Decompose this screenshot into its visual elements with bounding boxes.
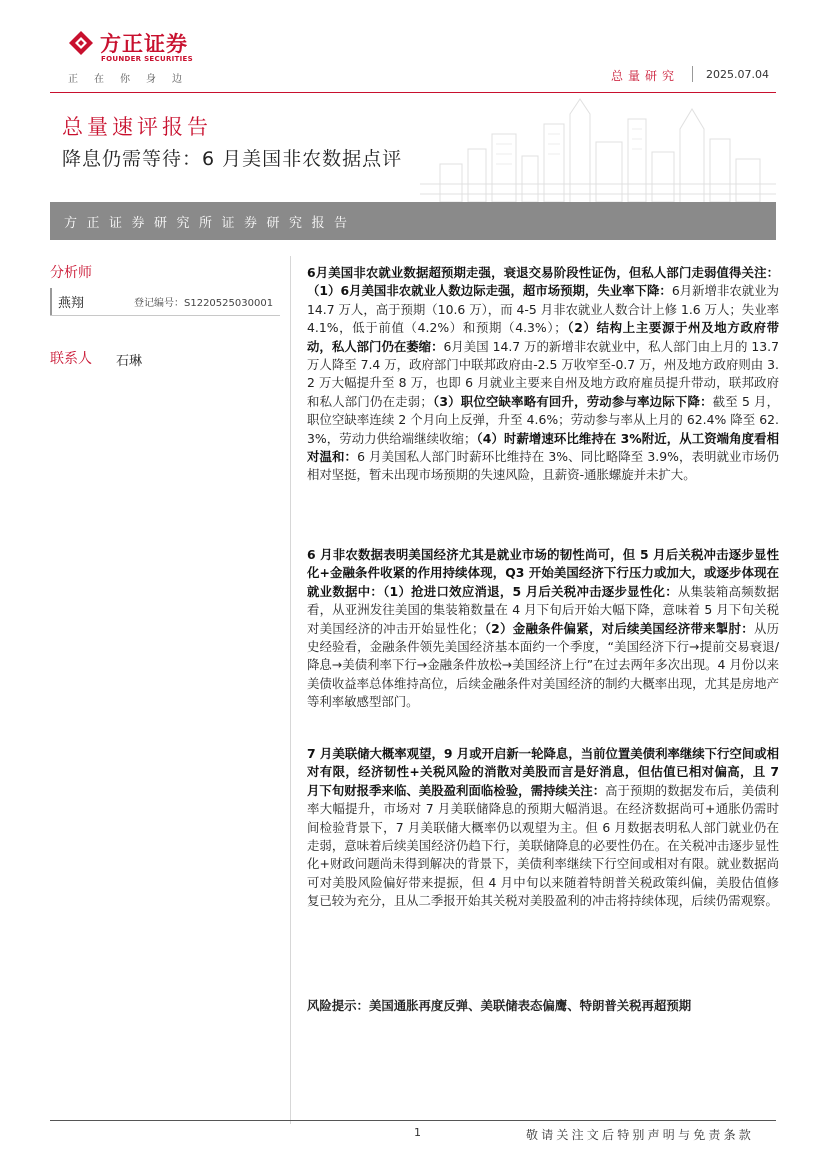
p2-seg-1: 从集装箱高频数据看，从亚洲发往美国的集装箱数量在 4 月下旬后开始大幅下降，意味着 5 月下旬关税对美国经济的冲击开始显性化； — [307, 583, 780, 636]
city-skyline-illustration — [420, 94, 776, 202]
footer-disclaimer: 敬请关注文后特别声明与免责条款 — [526, 1128, 755, 1142]
logo-text-en: FOUNDER SECURITIES — [101, 55, 193, 63]
header-date: 2025.07.04 — [706, 68, 769, 81]
p1-seg-5: 截至 5 月，职位空缺率连续 2 个月向上反弹，升至 4.6%；劳动参与率从上月的 62.4% 降至 62.3%，劳动力供给端继续收缩； — [307, 393, 780, 446]
p1-seg-7: 6 月美国私人部门时薪环比维持在 3%、同比略降至 3.9%，表明就业市场仍相对坚挺，暂未出现市场预期的失速风险，且薪资-通胀螺旋并未扩大。 — [307, 449, 780, 483]
analyst-card-bar — [50, 288, 52, 315]
analyst-label: 分析师 — [50, 265, 92, 281]
p3-seg-0: 7 月美联储大概率观望，9 月或开启新一轮降息，当前位置美债利率继续下行空间或相对有限，经济韧性+关税风险的消散对美股而言是好消息，但估值已相对偏高，且 7 月下旬财报季来临、美股盈利面临检验，需持续关注： — [307, 746, 779, 798]
founder-logo-icon — [68, 30, 94, 56]
p2-seg-0: 6 月非农数据表明美国经济尤其是就业市场的韧性尚可，但 5 月后关税冲击逐步显性化+金融条件收紧的作用持续体现，Q3 开始美国经济下行压力或加大，或逐步体现在就业数据中：（1）抢进口效应消退，5 月后关税冲击逐步显性化： — [307, 547, 779, 599]
header-category: 总量研究 — [611, 69, 680, 83]
banner-text: 方正证券研究所证券研究报告 — [64, 216, 357, 231]
summary-paragraph-3 — [307, 745, 779, 911]
p1-seg-2: （2）结构上主要源于州及地方政府带动，私人部门仍在萎缩： — [307, 320, 779, 354]
contact-label: 联系人 — [50, 351, 92, 367]
column-divider — [290, 256, 291, 1124]
analyst-registration: 登记编号：S1220525030001 — [134, 298, 274, 309]
header-divider — [50, 92, 776, 93]
p2-seg-2: （2）金融条件偏紧，对后续美国经济带来掣肘： — [484, 620, 754, 636]
risk-warning: 风险提示：美国通胀再度反弹、美联储表态偏鹰、特朗普关税再超预期 — [307, 998, 692, 1013]
logo-text-cn: 方正证券 — [100, 32, 188, 56]
p1-seg-0: 6月美国非农就业数据超预期走强，衰退交易阶段性证伪，但私人部门走弱值得关注：（1）6月美国非农就业人数边际走强，超市场预期，失业率下降： — [307, 265, 779, 299]
report-title: 降息仍需等待：6 月美国非农数据点评 — [62, 148, 403, 170]
contact-name: 石琳 — [116, 354, 143, 369]
summary-paragraph-2 — [307, 546, 779, 712]
p2-seg-3: 从历史经验看，金融条件领先美国经济基本面约一个季度，“美国经济下行→提前交易衰退/降息→美债利率下行→金融条件放松→美国经济上行”在过去两年多次出现。4 月份以来美债收益率总体维持高位，后续金融条件对美国经济的制约大概率出现，尤其是房地产等利率敏感型部门。 — [307, 620, 780, 710]
p1-seg-1: 6月新增非农就业为 14.7 万人，高于预期（10.6 万），而 4-5 月非农就业人数合计上修 1.6 万人；失业率 4.1%，低于前值（4.2%）和预期（4.3%）； — [307, 283, 779, 336]
summary-paragraph-1 — [307, 264, 779, 485]
p1-seg-3: 6月美国 14.7 万的新增非农就业中，私人部门由上月的 13.7 万人降至 7.4 万，政府部门中联邦政府由-2.5 万收窄至-0.7 万，州及地方政府则由 3.2 万大幅提升至 8 万，也即 6 月就业主要来自州及地方政府雇员提升带动，联邦政府和私人部门仍在走弱； — [307, 338, 779, 409]
p1-seg-6: （4）时薪增速环比维持在 3%附近，从工资端角度看相对温和： — [307, 430, 779, 465]
slogan: 正在你身边 — [68, 74, 198, 85]
p1-seg-4: （3）职位空缺率略有回升，劳动参与率边际下降： — [432, 393, 713, 409]
report-type: 总量速评报告 — [62, 115, 212, 139]
footer-divider — [50, 1120, 776, 1121]
page-number: 1 — [414, 1126, 421, 1139]
header-separator — [692, 66, 693, 82]
analyst-name: 燕翔 — [58, 296, 85, 311]
p3-seg-1: 高于预期的数据发布后，美债利率大幅提升，市场对 7 月美联储降息的预期大幅消退。在经济数据尚可+通胀仍需时间检验背景下，7 月美联储大概率仍以观望为主。但 6 月数据表明私人部门就业仍在走弱，意味着后续美国经济仍趋下行，美联储降息的必要性仍在。在关税冲击逐步显性化+财政问题尚未得到解决的背景下，美债利率继续下行空间或相对有限。就业数据尚可对美股风险偏好带来提振，但 4 月中旬以来随着特朗普关税政策纠偏，美股估值修复已较为充分，且从二季报开始其关税对美股盈利的冲击将持续体现，后续仍需观察。 — [307, 782, 779, 909]
